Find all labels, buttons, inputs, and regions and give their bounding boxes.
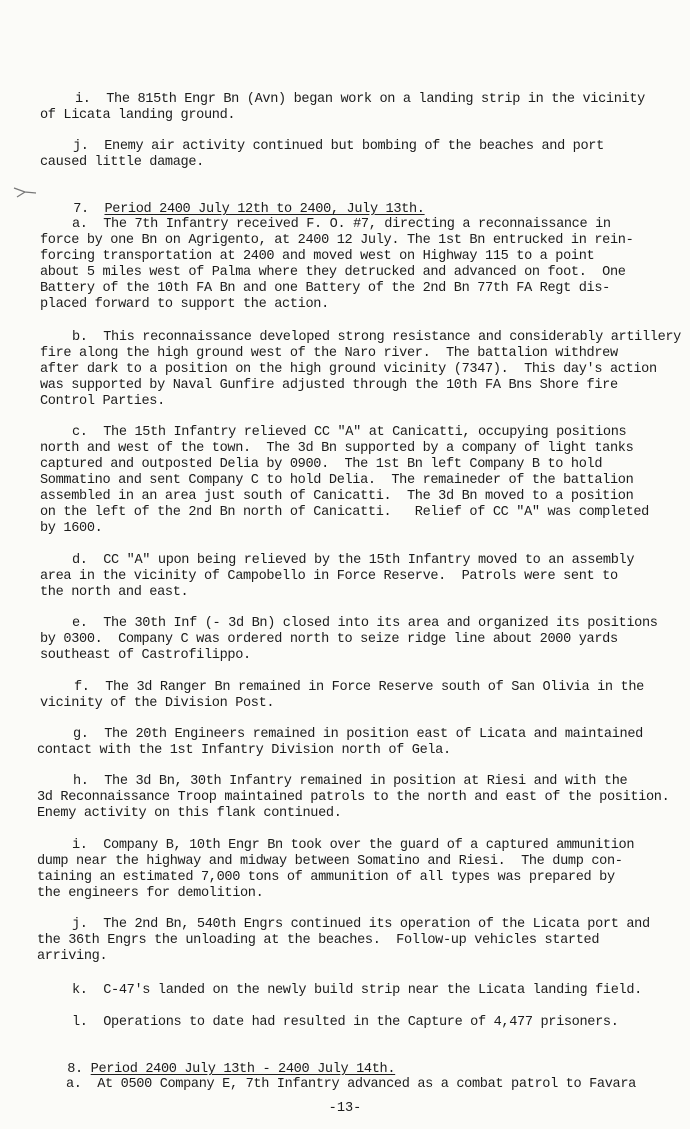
section-7-number: 7. [73, 202, 89, 217]
paragraph-j-line-1: j. Enemy air activity continued but bombing of the beaches and port [73, 139, 604, 154]
paragraph-7d-line-1: d. CC "A" upon being relieved by the 15th Infantry moved to an assembly [72, 553, 635, 568]
paragraph-7a-line-6: placed forward to support the action. [40, 297, 329, 312]
paragraph-j-line-2: caused little damage. [40, 155, 204, 170]
paragraph-7k-line-1: k. C-47's landed on the newly build strip near the Licata landing field. [72, 983, 642, 998]
paragraph-7h-line-1: h. The 3d Bn, 30th Infantry remained in position at Riesi and with the [73, 774, 628, 789]
paragraph-7j-line-3: arriving. [37, 949, 108, 964]
paragraph-7j-line-1: j. The 2nd Bn, 540th Engrs continued its operation of the Licata port and [72, 917, 650, 932]
paragraph-7c-line-5: assembled in an area just south of Canicatti. The 3d Bn moved to a position [40, 489, 634, 504]
paragraph-7b-line-4: was supported by Naval Gunfire adjusted through the 10th FA Bns Shore fire [40, 378, 618, 393]
paragraph-7a-line-3: forcing transportation at 2400 and moved west on Highway 115 to a point [40, 249, 595, 264]
paragraph-7b-line-5: Control Parties. [40, 394, 165, 409]
paragraph-7b-line-2: fire along the high ground west of the Naro river. The battalion withdrew [40, 346, 618, 361]
paragraph-7c-line-7: by 1600. [40, 521, 103, 536]
paragraph-8a-line-1: a. At 0500 Company E, 7th Infantry advanced as a combat patrol to Favara [66, 1077, 636, 1092]
paragraph-7c-line-3: captured and outposted Delia by 0900. The 1st Bn left Company B to hold [40, 457, 603, 472]
page-number: -13- [328, 1101, 362, 1116]
section-8-number: 8. [67, 1062, 83, 1077]
paragraph-7e-line-2: by 0300. Company C was ordered north to seize ridge line about 2000 yards [40, 632, 618, 647]
paragraph-7d-line-2: area in the vicinity of Campobello in Force Reserve. Patrols were sent to [40, 569, 618, 584]
paragraph-7e-line-1: e. The 30th Inf (- 3d Bn) closed into its area and organized its positions [72, 616, 658, 631]
margin-arrow-mark [13, 184, 39, 198]
paragraph-7g-line-2: contact with the 1st Infantry Division north of Gela. [37, 743, 451, 758]
paragraph-7e-line-3: southeast of Castrofilippo. [40, 648, 251, 663]
paragraph-7a-line-1: a. The 7th Infantry received F. O. #7, directing a reconnaissance in [72, 217, 611, 232]
paragraph-7d-line-3: the north and east. [40, 585, 189, 600]
paragraph-7f-line-2: vicinity of the Division Post. [40, 696, 275, 711]
paragraph-7i-line-1: i. Company B, 10th Engr Bn took over the guard of a captured ammunition [72, 838, 635, 853]
section-8-title: Period 2400 July 13th - 2400 July 14th. [90, 1062, 396, 1077]
paragraph-7a-line-5: Battery of the 10th FA Bn and one Battery of the 2nd Bn 77th FA Regt dis- [40, 281, 610, 296]
paragraph-7g-line-1: g. The 20th Engineers remained in position east of Licata and maintained [73, 727, 643, 742]
paragraph-7i-line-3: taining an estimated 7,000 tons of ammunition of all types was prepared by [37, 870, 615, 885]
paragraph-7c-line-6: on the left of the 2nd Bn north of Canicatti. Relief of CC "A" was completed [40, 505, 649, 520]
paragraph-i-line-1: i. The 815th Engr Bn (Avn) began work on a landing strip in the vicinity [75, 92, 645, 107]
paragraph-7h-line-2: 3d Reconnaissance Troop maintained patrols to the north and east of the position. [37, 790, 670, 805]
paragraph-7i-line-4: the engineers for demolition. [37, 886, 264, 901]
paragraph-7a-line-4: about 5 miles west of Palma where they detrucked and advanced on foot. One [40, 265, 626, 280]
paragraph-7c-line-4: Sommatino and sent Company C to hold Delia. The remaineder of the battalion [40, 473, 634, 488]
paragraph-7b-line-3: after dark to a position on the high ground vicinity (7347). This day's action [40, 362, 657, 377]
paragraph-7a-line-2: force by one Bn on Agrigento, at 2400 12 July. The 1st Bn entrucked in rein- [40, 233, 634, 248]
paragraph-7c-line-2: north and west of the town. The 3d Bn supported by a company of light tanks [40, 441, 634, 456]
paragraph-7f-line-1: f. The 3d Ranger Bn remained in Force Reserve south of San Olivia in the [74, 680, 644, 695]
paragraph-i-line-2: of Licata landing ground. [40, 108, 236, 123]
paragraph-7c-line-1: c. The 15th Infantry relieved CC "A" at Canicatti, occupying positions [72, 425, 627, 440]
paragraph-7b-line-1: b. This reconnaissance developed strong resistance and considerably artillery [72, 330, 681, 345]
section-7-title: Period 2400 July 12th to 2400, July 13th. [104, 202, 425, 217]
paragraph-7j-line-2: the 36th Engrs the unloading at the beaches. Follow-up vehicles started [37, 933, 600, 948]
paragraph-7i-line-2: dump near the highway and midway between Somatino and Riesi. The dump con- [37, 854, 623, 869]
paragraph-7h-line-3: Enemy activity on this flank continued. [37, 806, 342, 821]
paragraph-7l-line-1: l. Operations to date had resulted in the Capture of 4,477 prisoners. [72, 1015, 619, 1030]
